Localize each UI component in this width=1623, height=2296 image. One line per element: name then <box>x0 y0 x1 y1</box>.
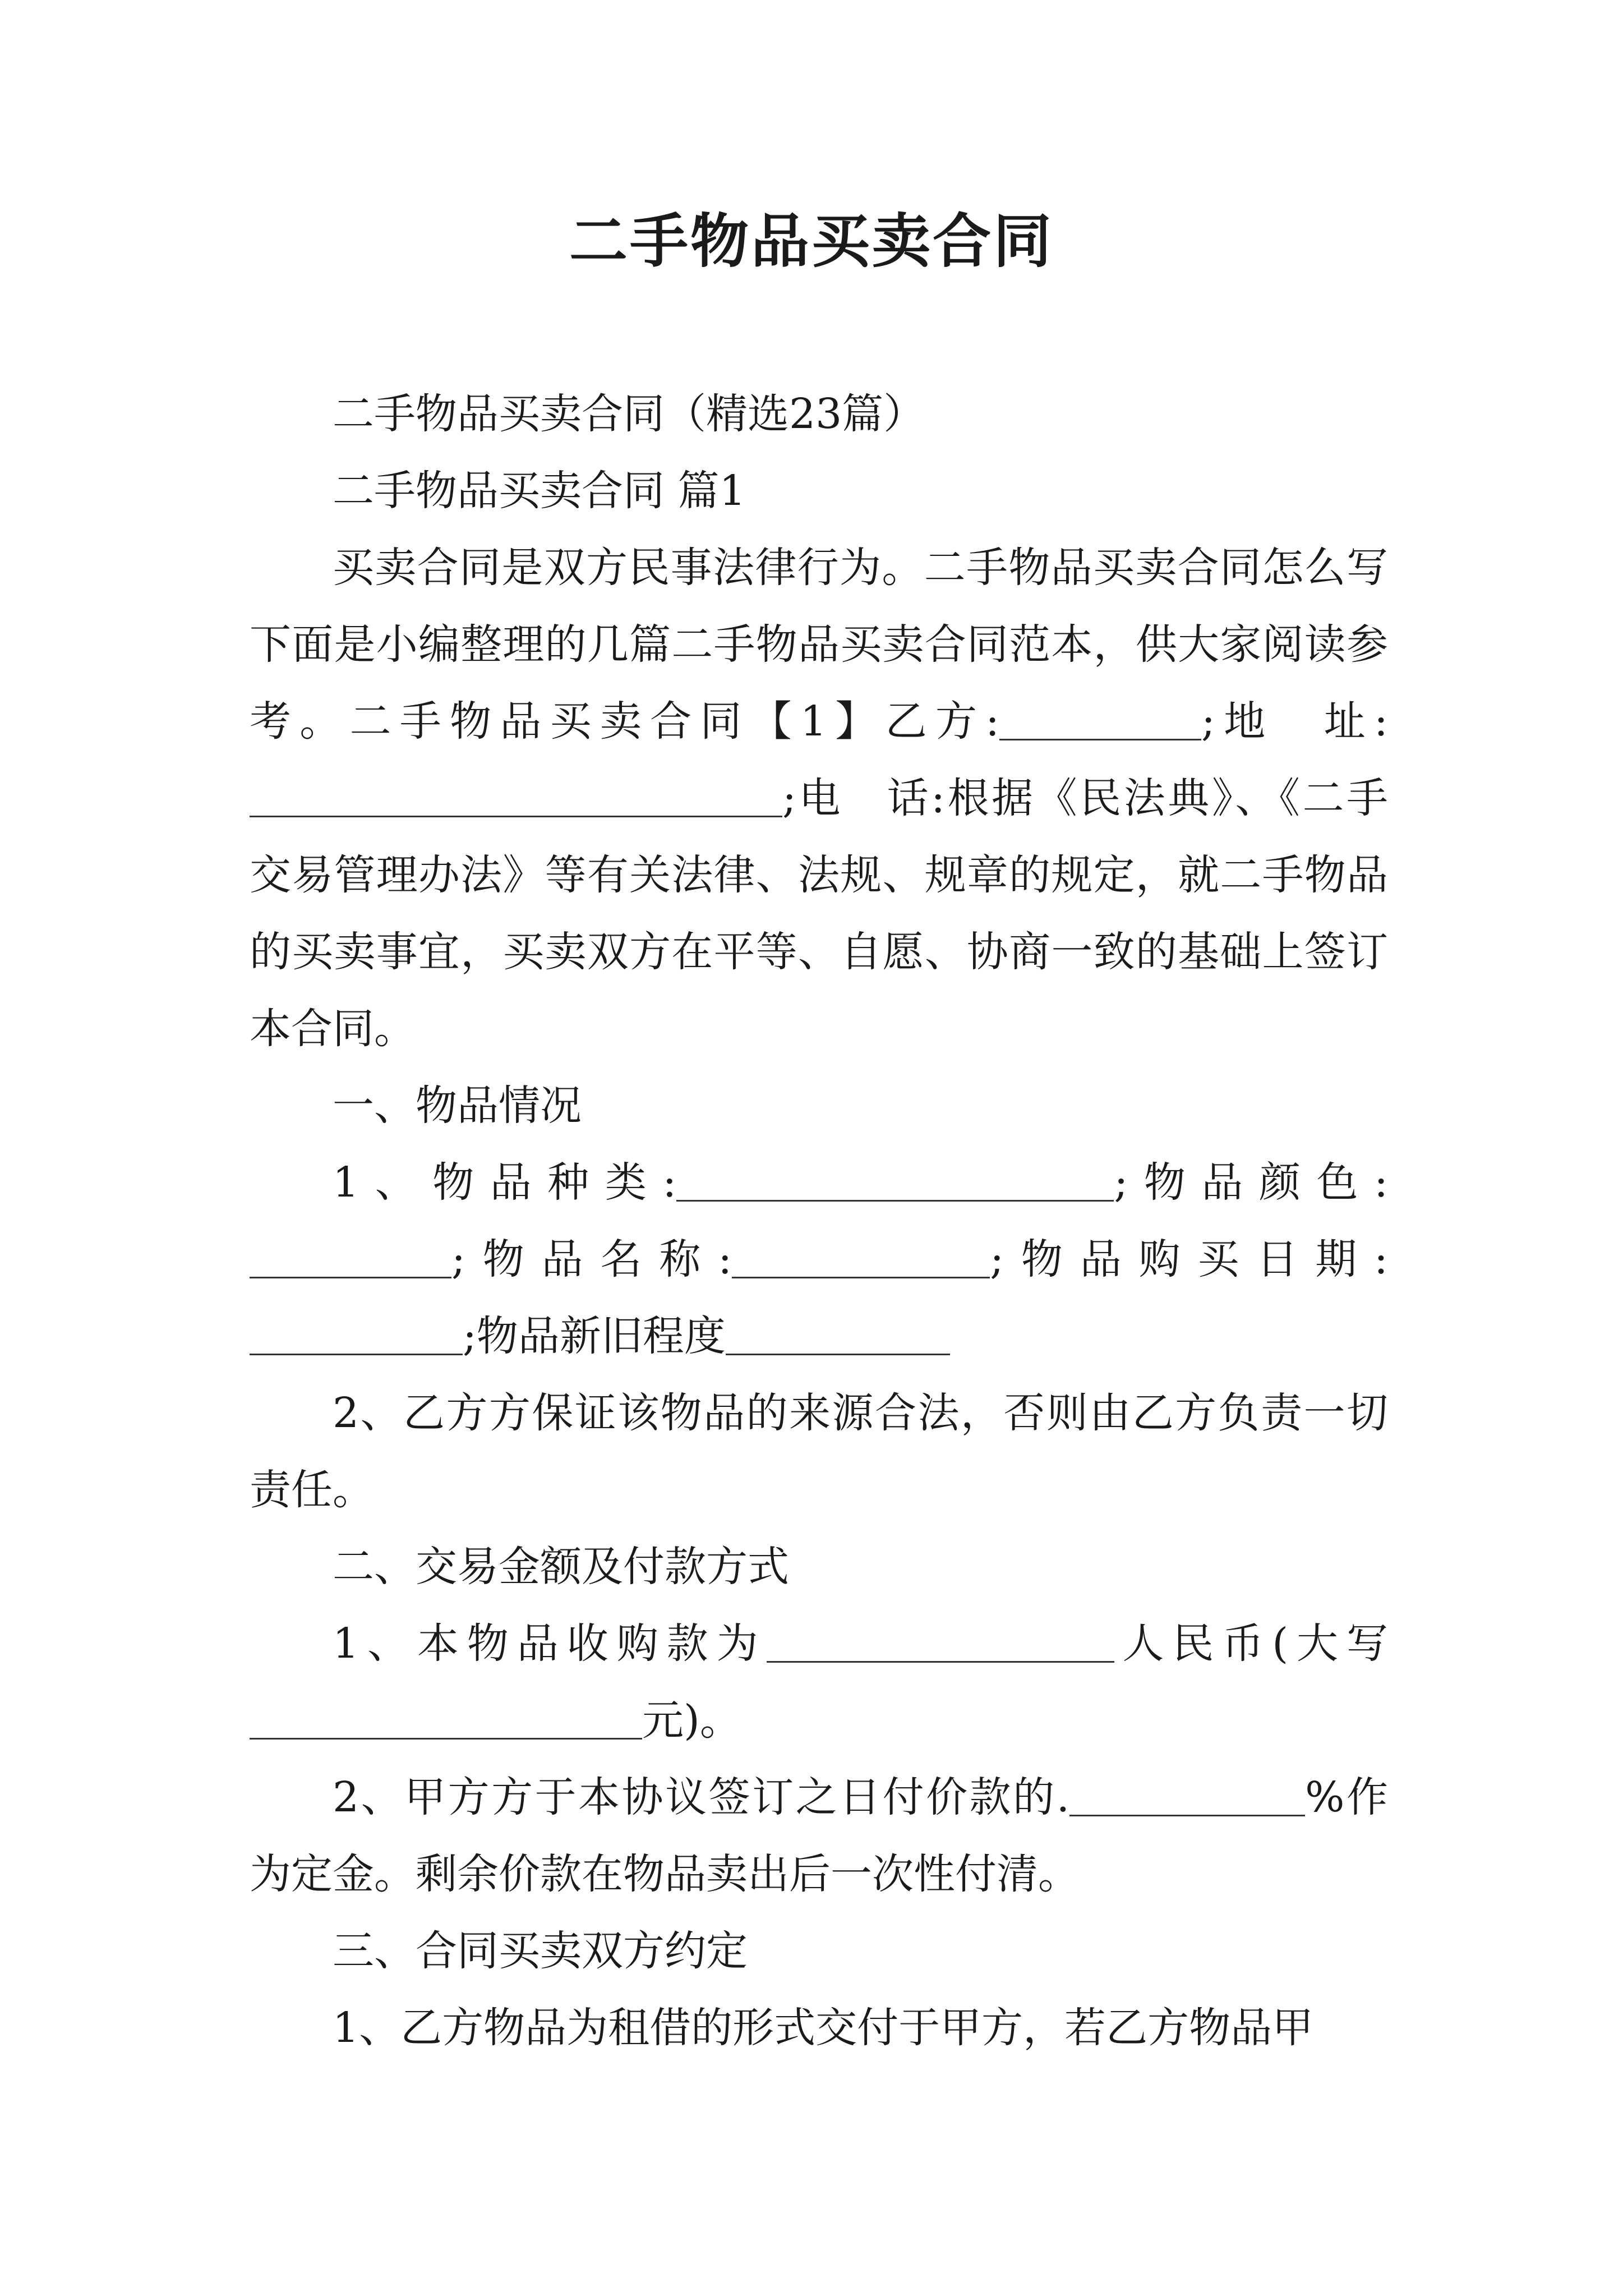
party-b-blank <box>999 697 1201 740</box>
subtitle: 二手物品买卖合同（精选23篇） <box>333 390 925 438</box>
heading-item-info: 一、物品情况 <box>333 1082 582 1130</box>
deposit-percent-blank <box>1069 1773 1305 1816</box>
deposit-paragraph: 2、甲方方于本协议签订之日付价款的. %作为定金。剩余价款在物品卖出后一次性付清。 <box>250 1773 1388 1898</box>
intro-paragraph: 买卖合同是双方民事法律行为。二手物品买卖合同怎么写下面是小编整理的几篇二手物品买卖合同范本，供大家阅读参考。二手物品买卖合同【1】乙方: ;地 址:;电 话:根据《民法典》、《二手交易管理办法》等有关法律、法规、规章的规定，就二手物品的买卖事宜，买卖双方在平等、自愿、协商一致的基础上签订本合同。 <box>250 544 1388 1053</box>
purchase-date-blank <box>250 1312 463 1355</box>
section-heading: 二手物品买卖合同 篇1 <box>333 467 746 515</box>
item-name-blank <box>732 1235 990 1278</box>
document-title: 二手物品买卖合同 <box>569 206 1054 275</box>
item-condition-blank <box>726 1312 950 1355</box>
heading-agreement: 三、合同买卖双方约定 <box>333 1927 748 1975</box>
payment-amount-paragraph: 1、本物品收购款为 人民币(大写元)。 <box>250 1605 1388 1759</box>
item-source-paragraph: 2、乙方方保证该物品的来源合法，否则由乙方负责一切责任。 <box>250 1389 1388 1514</box>
price-blank <box>767 1619 1114 1663</box>
address-blank <box>250 774 782 817</box>
heading-payment: 二、交易金额及付款方式 <box>333 1543 789 1591</box>
item-kind-blank <box>676 1158 1114 1202</box>
document-body <box>250 376 1388 2067</box>
item-color-blank <box>250 1235 451 1278</box>
agreement-paragraph: 1、乙方物品为租借的形式交付于甲方，若乙方物品甲 <box>333 2004 1314 2052</box>
price-uppercase-blank <box>250 1696 642 1740</box>
item-info-paragraph: 1、物品种类: ;物品颜色:;物品名称: ;物品购买日期:;物品新旧程度 <box>250 1144 1388 1375</box>
